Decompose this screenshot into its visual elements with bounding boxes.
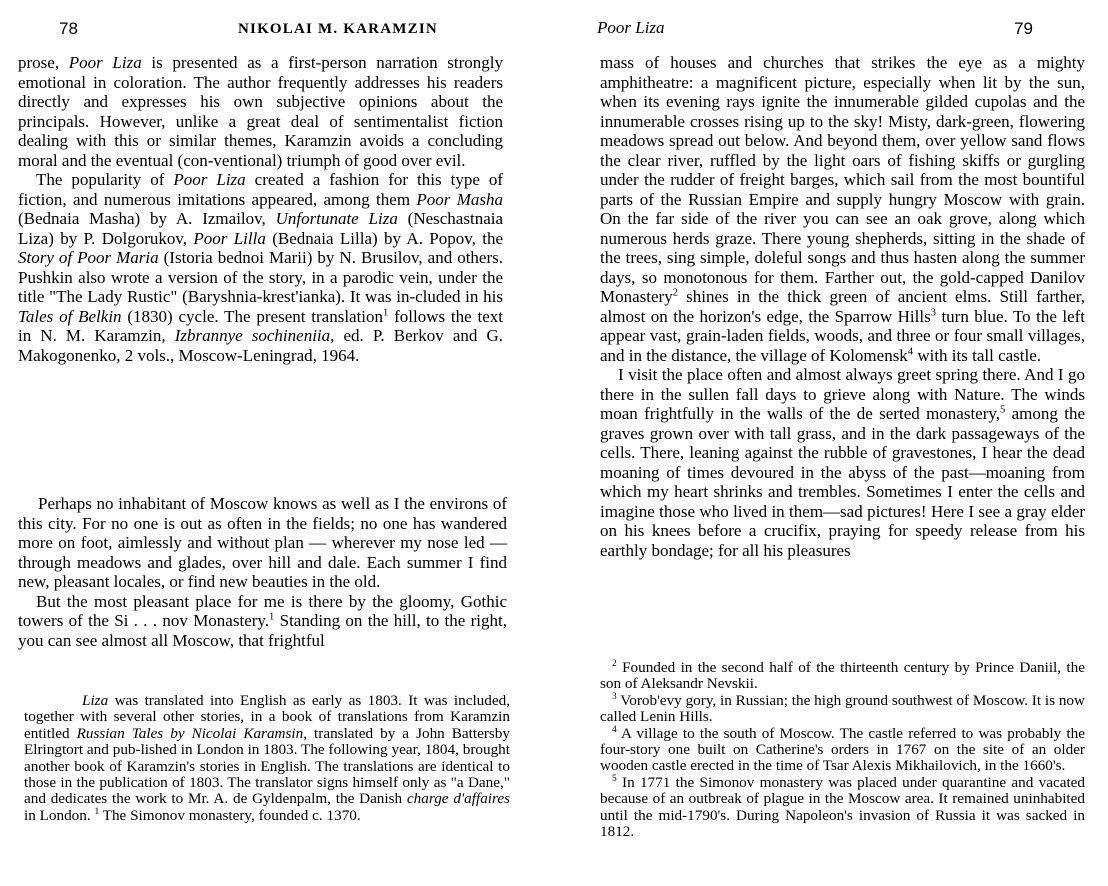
- text-run: I visit the place often and almost always greet spring there. And I go there in the sullen fall days to grieve along with Nature. The winds moan frightfully in the walls of the de serted monastery,: [600, 365, 1085, 423]
- italic-text: Russian Tales by Nicolai Karamsin,: [76, 724, 308, 742]
- text-run: But the most pleasant place for me is there by the gloomy, Gothic towers of the Si . . . nov Monastery.: [18, 591, 507, 630]
- text-run: Perhaps no inhabitant of Moscow knows as well as I the environs of this city. For no one is out as often in the fields; no one has wandered more on foot, aimlessly and without plan — wherever my nose led — through meadows and glades, over hill and dale. Each summer I find new, pleasant locales, or find new beauties in the old.: [18, 494, 507, 591]
- text-run: translated by a John Battersby Elringtort and pub-lished in London in 1803. The following year, 1804, brought another book of Karamzin's stories in English. The translations are identical to those in the publication of 1803. The translator signs himself only as "a Dane," and dedicates the work to Mr. A. de Gyldenpalm, the Danish: [24, 724, 510, 808]
- footnote-marker: 2: [612, 658, 617, 669]
- footnote-marker: 1: [269, 611, 275, 623]
- footnote-text: [24, 693, 510, 824]
- text-run: is presented as a first-person narration strongly emotional in coloration. The author frequently addresses his readers directly and expresses his own subjective opinions about the principals. However, unlike a great deal of sentimentalist fiction dealing with this or similar themes, Karamzin avoids a concluding moral and the eventual (con-ventional) triumph of good over evil.: [18, 53, 504, 170]
- italic-text: Poor Masha: [416, 189, 503, 209]
- text-run: mass of houses and churches that strikes the eye as a mighty amphitheatre: a magnificent picture, especially when lit by the sun, when its evening rays ignite the innumerable gilded cupolas and the innumerable crosses rising up to the sky! Misty, dark-green, flowering meadows spread out below. And beyond them, over yellow sand flows the clear river, ruffled by the light oars of fishing skiffs or gurgling under the rudder of freight barges, which sail from the most bountiful parts of the Russian Empire and supply hungry Moscow with grain. On the far side of the river you can see an oak grove, along which numerous herds graze. There young shepherds, sitting in the shade of the trees, sing simple, doleful songs and thus hasten along the summer days, so monotonous for them. Farther out, the gold-capped Danilov Monastery: [600, 53, 1085, 306]
- footnote-paragraph: [600, 726, 1085, 775]
- text-run: ed. P. Berkov and G. Makogonenko, 2 vols., Moscow-Leningrad, 1964.: [18, 326, 504, 365]
- running-title: Poor Liza: [597, 18, 665, 37]
- italic-text: Poor Liza: [68, 53, 142, 72]
- italic-text: Izbrannye sochineniia,: [174, 326, 335, 345]
- left-page: [0, 0, 520, 886]
- story-text: [600, 53, 1085, 560]
- italic-text: Liza: [82, 692, 109, 709]
- italic-text: charge d'affaires: [406, 790, 511, 808]
- text-run: prose,: [18, 53, 69, 72]
- italic-text: Unfortunate Liza: [275, 209, 398, 228]
- text-run: turn blue. To the left appear vast, grain-laden fields, woods, and three or four small villages, and in the distance, the village of Kolomensk: [600, 306, 1086, 365]
- footnote-paragraph: [24, 693, 510, 824]
- text-run: (Bednaia Masha) by A. Izmailov,: [18, 209, 276, 228]
- running-title: NIKOLAI M. KARAMZIN: [238, 21, 438, 37]
- footnote-marker: 5: [612, 773, 617, 784]
- story-paragraph: [18, 494, 507, 592]
- story-paragraph: [600, 365, 1085, 560]
- right-page: [584, 0, 1092, 886]
- text-run: among the graves grown over with tall grass, and in the dark passageways of the cells. There, leaning against the rubble of gravestones, I hear the dead moaning of times devoured in the abyss of the past—moaning from which my heart shrinks and trembles. Sometimes I enter the cells and imagine those who lived in them—sad pictures! Here I see a gray elder on his knees before a crucifix, praying for speedy release from his earthly bondage; for all his pleasures: [600, 404, 1085, 560]
- intro-paragraph: [18, 170, 503, 365]
- italic-text: Poor Lilla: [193, 228, 266, 248]
- text-run: (1830) cycle. The present translation: [121, 306, 384, 326]
- page-number: 79: [1014, 19, 1033, 38]
- story-paragraph: [18, 592, 507, 651]
- footnote-marker: 1: [383, 306, 389, 318]
- text-run: A village to the south of Moscow. The castle referred to was probably the four-story one built on Catherine's orders in 1767 on the site of an older wooden castle erected in the time of Tsar Alexis Mikhailovich, in the 1660's.: [600, 724, 1085, 775]
- story-paragraph: [600, 53, 1085, 365]
- right-page-header: [584, 18, 1092, 42]
- story-text: [18, 494, 507, 650]
- text-run: in London.: [24, 806, 95, 824]
- text-run: was translated into English as early as 1803. It was included, together with several other stories, in a book of translations from Karamzin entitled: [24, 692, 510, 742]
- intro-paragraph: [18, 53, 503, 170]
- text-run: (Neschastnaia Liza) by P. Dolgorukov,: [18, 209, 504, 248]
- text-run: (Bednaia Lilla) by A. Popov, the: [265, 228, 504, 248]
- footnote-paragraph: [600, 660, 1085, 693]
- intro-text: [18, 53, 503, 365]
- text-run: The popularity of: [36, 170, 174, 189]
- footnote-marker: 4: [612, 724, 617, 735]
- footnote-marker: 1: [94, 806, 100, 817]
- text-run: The Simonov monastery, founded c. 1370.: [99, 806, 361, 824]
- text-run: shines in the thick green of ancient elms. Still farther, almost on the horizon's edge, the Sparrow Hills: [600, 287, 1085, 326]
- footnotes: [600, 660, 1085, 840]
- italic-text: Poor Liza: [173, 170, 246, 189]
- footnote-paragraph: [600, 775, 1085, 841]
- footnote-paragraph: [600, 693, 1085, 726]
- footnote-marker: 3: [612, 691, 617, 702]
- footnote-marker: 3: [930, 306, 936, 318]
- text-run: Vorob'evy gory, in Russian; the high ground southwest of Moscow. It is now called Lenin Hills.: [600, 691, 1085, 726]
- footnote-marker: 2: [672, 287, 678, 299]
- text-run: follows the text in N. M. Karamzin,: [18, 306, 503, 345]
- left-page-header: [0, 18, 520, 42]
- page-number: 78: [59, 19, 78, 38]
- text-run: with its tall castle.: [913, 345, 1042, 365]
- footnote-marker: 4: [907, 345, 914, 357]
- text-run: In 1771 the Simonov monastery was placed under quarantine and vacated because of an outbreak of plague in the Moscow area. It remained uninhabited until the mid-1790's. During Napoleon's invasion of Russia it was sacked in 1812.: [600, 773, 1085, 841]
- text-run: Standing on the hill, to the right, you can see almost all Moscow, that frightful: [18, 611, 507, 650]
- italic-text: Tales of Belkin: [18, 306, 122, 326]
- text-run: Founded in the second half of the thirteenth century by Prince Daniil, the son of Aleksandr Nevskii.: [600, 659, 1085, 693]
- text-run: (Istoria bednoi Marii) by N. Brusilov, and others. Pushkin also wrote a version of the story, in a parodic vein, under the title "The Lady Rustic" (Baryshnia-krest'ianka). It was in-cluded in his: [18, 248, 504, 306]
- footnote-marker: 5: [1000, 404, 1006, 416]
- italic-text: Story of Poor Maria: [18, 248, 159, 267]
- text-run: created a fashion for this type of fiction, and numerous imitations appeared, among them: [18, 170, 503, 209]
